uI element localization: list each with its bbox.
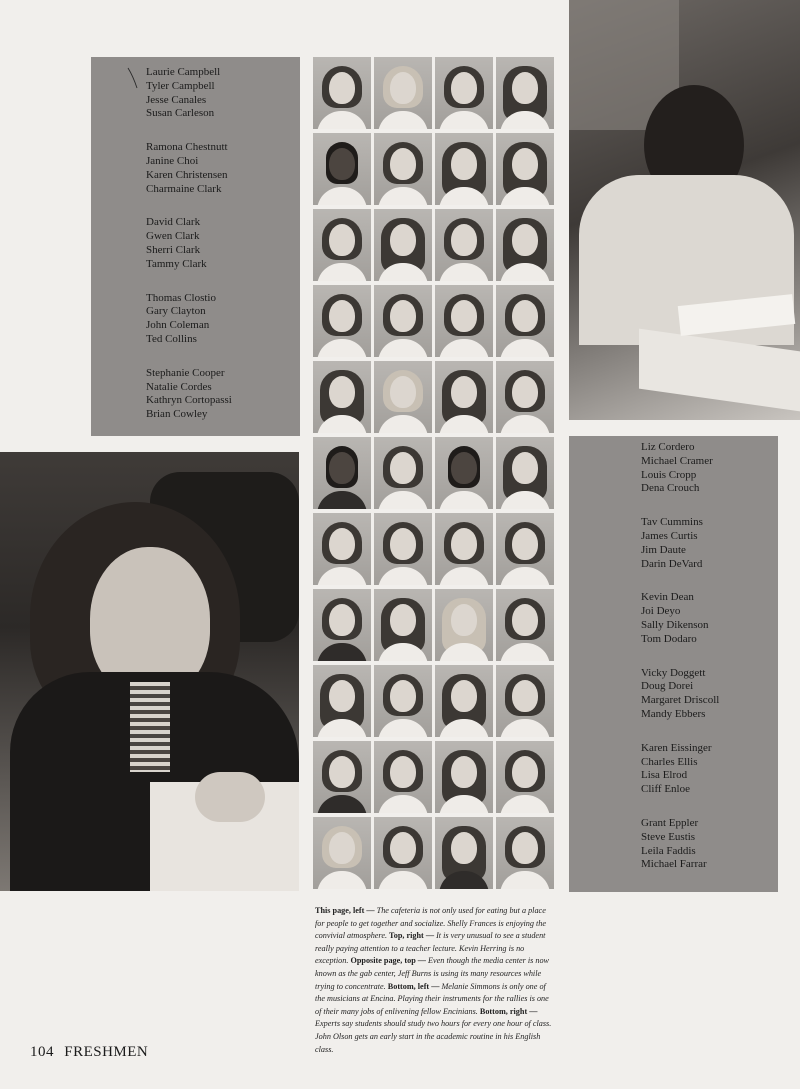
student-portrait (374, 57, 432, 129)
student-name: Ramona Chestnutt (146, 141, 228, 154)
portrait-face (512, 300, 538, 332)
portrait-shoulders (439, 263, 489, 281)
student-portrait (313, 513, 371, 585)
names-panel-right (569, 436, 778, 892)
student-name: Cliff Enloe (641, 783, 690, 796)
portrait-shoulders (317, 643, 367, 661)
student-portrait (496, 665, 554, 737)
student-name: Gwen Clark (146, 230, 200, 243)
portrait-face (329, 148, 355, 180)
caption-text: It is very unusual to see a student really paying attention to a teacher lecture. Kevin Herring is no exception. (315, 931, 546, 966)
portrait-shoulders (500, 871, 550, 889)
portrait-shoulders (317, 339, 367, 357)
student-name: Brian Cowley (146, 408, 208, 421)
student-name: Ted Collins (146, 332, 197, 345)
student-name: Mandy Ebbers (641, 707, 706, 720)
portrait-shoulders (439, 491, 489, 509)
student-portrait (374, 665, 432, 737)
student-name: Jesse Canales (146, 93, 207, 106)
portrait-shoulders (317, 187, 367, 205)
portrait-face (512, 72, 538, 104)
student-hands (195, 772, 265, 822)
student-name: Margaret Driscoll (641, 694, 720, 707)
student-portrait (313, 437, 371, 509)
student-name: Kathryn Cortopassi (146, 394, 232, 407)
student-portrait (435, 133, 493, 205)
student-name: Stephanie Cooper (146, 366, 225, 379)
student-name: Tom Dodaro (641, 632, 697, 645)
portrait-face (512, 756, 538, 788)
portrait-face (329, 300, 355, 332)
student-name: Michael Farrar (641, 858, 707, 871)
student-name: Tammy Clark (146, 257, 207, 270)
student-name: Thomas Clostio (146, 291, 216, 304)
portrait-shoulders (378, 491, 428, 509)
caption-lead: This page, left — (315, 906, 377, 915)
student-portrait (496, 589, 554, 661)
student-name: Sally Dikenson (641, 618, 709, 631)
portrait-face (512, 832, 538, 864)
student-portrait (374, 361, 432, 433)
portrait-face (390, 376, 416, 408)
student-portrait (374, 741, 432, 813)
student-portrait (496, 209, 554, 281)
name-group (641, 667, 778, 722)
student-portrait (374, 437, 432, 509)
student-name: Gary Clayton (146, 305, 206, 318)
student-name: Lisa Elrod (641, 769, 688, 782)
name-group (641, 516, 778, 571)
caption-lead: Bottom, left — (387, 981, 442, 991)
portrait-shoulders (378, 719, 428, 737)
portrait-face (329, 756, 355, 788)
photo-caption (315, 905, 555, 1056)
portrait-face (390, 224, 416, 256)
student-portrait (374, 513, 432, 585)
name-group (146, 292, 300, 347)
portrait-shoulders (439, 339, 489, 357)
portrait-face (512, 680, 538, 712)
portrait-shoulders (378, 415, 428, 433)
portrait-face (451, 300, 477, 332)
portrait-face (329, 452, 355, 484)
portrait-shoulders (317, 111, 367, 129)
student-portrait (435, 361, 493, 433)
portrait-face (451, 680, 477, 712)
names-panel-left (91, 57, 300, 436)
student-portrait (374, 285, 432, 357)
portrait-face (451, 376, 477, 408)
student-name: Grant Eppler (641, 816, 699, 829)
student-name: Darin DeVard (641, 557, 703, 570)
portrait-face (512, 452, 538, 484)
portrait-face (390, 832, 416, 864)
portrait-shoulders (439, 111, 489, 129)
student-portrait (374, 209, 432, 281)
portrait-face (390, 528, 416, 560)
student-portrait (374, 589, 432, 661)
portrait-grid (313, 57, 555, 893)
portrait-shoulders (378, 795, 428, 813)
student-portrait (313, 57, 371, 129)
student-portrait (496, 437, 554, 509)
student-portrait (435, 513, 493, 585)
name-group (641, 591, 778, 646)
student-portrait (313, 665, 371, 737)
portrait-face (451, 832, 477, 864)
student-name: Doug Dorei (641, 680, 694, 693)
portrait-shoulders (500, 795, 550, 813)
portrait-shoulders (378, 187, 428, 205)
portrait-shoulders (500, 339, 550, 357)
portrait-face (451, 604, 477, 636)
student-name: Steve Eustis (641, 830, 696, 843)
caption-text: Experts say students should study two hours for every one hour of class. John Olson gets an early start in the academic routine in his English class. (315, 1019, 552, 1054)
portrait-face (512, 376, 538, 408)
student-name: Sherri Clark (146, 243, 201, 256)
student-name: Karen Christensen (146, 168, 228, 181)
student-name: Louis Cropp (641, 468, 697, 481)
student-name: Janine Choi (146, 154, 199, 167)
portrait-shoulders (317, 491, 367, 509)
portrait-shoulders (317, 871, 367, 889)
page-number: 104 (30, 1044, 54, 1060)
name-group (146, 367, 300, 422)
portrait-face (390, 680, 416, 712)
student-name: Leila Faddis (641, 844, 696, 857)
caption-text: Melanie Simmons is only one of the musicians at Encina. Playing their instruments for the rallies is one of their many jobs of enlivening fellow Encinians. (315, 981, 549, 1016)
striped-shirt (130, 682, 170, 772)
student-name: Kevin Dean (641, 591, 694, 604)
portrait-face (390, 72, 416, 104)
portrait-face (451, 224, 477, 256)
student-name: Tyler Campbell (146, 79, 215, 92)
portrait-shoulders (500, 719, 550, 737)
portrait-shoulders (317, 263, 367, 281)
student-portrait (313, 285, 371, 357)
student-name: Laurie Campbell (146, 66, 221, 78)
name-group (641, 441, 778, 496)
student-name: Charles Ellis (641, 755, 698, 768)
portrait-face (512, 148, 538, 180)
portrait-face (329, 72, 355, 104)
student-portrait (435, 665, 493, 737)
student-portrait (435, 437, 493, 509)
student-portrait (435, 741, 493, 813)
portrait-face (390, 300, 416, 332)
student-portrait (435, 209, 493, 281)
student-portrait (313, 817, 371, 889)
student-name: Natalie Cordes (146, 380, 212, 393)
caption-lead: Opposite page, top — (350, 956, 429, 966)
portrait-face (451, 72, 477, 104)
portrait-shoulders (500, 567, 550, 585)
student-portrait (313, 589, 371, 661)
student-name: John Coleman (146, 319, 210, 332)
portrait-face (390, 604, 416, 636)
portrait-face (390, 148, 416, 180)
student-name: Vicky Doggett (641, 666, 706, 679)
student-name: Joi Deyo (641, 605, 681, 618)
portrait-shoulders (317, 567, 367, 585)
student-name: Karen Eissinger (641, 741, 712, 754)
student-portrait (313, 209, 371, 281)
caption-text: Even though the media center is now known as the gab center, Jeff Burns is using its many resources while trying to concentrate. (315, 956, 549, 991)
portrait-face (329, 604, 355, 636)
student-portrait (496, 285, 554, 357)
portrait-shoulders (317, 795, 367, 813)
portrait-face (451, 528, 477, 560)
photo-student-in-cafeteria (0, 452, 299, 891)
student-name: Liz Cordero (641, 441, 695, 453)
student-portrait (435, 817, 493, 889)
photo-student-at-desk (569, 0, 800, 420)
student-portrait (374, 817, 432, 889)
student-portrait (435, 589, 493, 661)
student-portrait (496, 133, 554, 205)
student-name: Jim Daute (641, 543, 686, 556)
name-group (641, 742, 778, 797)
portrait-face (451, 452, 477, 484)
portrait-shoulders (378, 111, 428, 129)
student-portrait (374, 133, 432, 205)
name-group (146, 66, 300, 121)
student-name: Charmaine Clark (146, 182, 222, 195)
student-name: Tav Cummins (641, 516, 703, 529)
student-name: Dena Crouch (641, 482, 700, 495)
caption-lead: Top, right — (389, 931, 437, 941)
portrait-face (512, 528, 538, 560)
portrait-face (329, 832, 355, 864)
student-portrait (496, 817, 554, 889)
student-name: David Clark (146, 216, 201, 229)
portrait-shoulders (378, 339, 428, 357)
portrait-face (329, 680, 355, 712)
name-group (146, 216, 300, 271)
student-portrait (496, 361, 554, 433)
caption-text: The cafeteria is not only used for eating but a place for people to get together and socialize. Shelly Frances is enjoying the convivial atmosphere. (315, 906, 547, 941)
name-group (641, 817, 778, 872)
student-name: Michael Cramer (641, 454, 713, 467)
student-portrait (313, 361, 371, 433)
student-portrait (313, 133, 371, 205)
portrait-face (329, 528, 355, 560)
student-portrait (435, 57, 493, 129)
student-portrait (496, 57, 554, 129)
portrait-face (390, 756, 416, 788)
student-name: James Curtis (641, 529, 698, 542)
portrait-shoulders (378, 871, 428, 889)
portrait-face (390, 452, 416, 484)
portrait-shoulders (378, 567, 428, 585)
portrait-face (512, 224, 538, 256)
portrait-shoulders (439, 567, 489, 585)
section-title: FRESHMEN (64, 1044, 149, 1060)
portrait-face (329, 224, 355, 256)
page-folio (30, 1044, 148, 1061)
name-group (146, 141, 300, 196)
portrait-shoulders (500, 415, 550, 433)
student-name: Susan Carleson (146, 107, 215, 120)
student-portrait (313, 741, 371, 813)
student-portrait (496, 741, 554, 813)
portrait-face (329, 376, 355, 408)
portrait-face (512, 604, 538, 636)
pen-mark (127, 66, 139, 90)
student-portrait (435, 285, 493, 357)
portrait-shoulders (500, 643, 550, 661)
portrait-face (451, 756, 477, 788)
student-portrait (496, 513, 554, 585)
caption-lead: Bottom, right — (479, 1006, 538, 1016)
portrait-face (451, 148, 477, 180)
